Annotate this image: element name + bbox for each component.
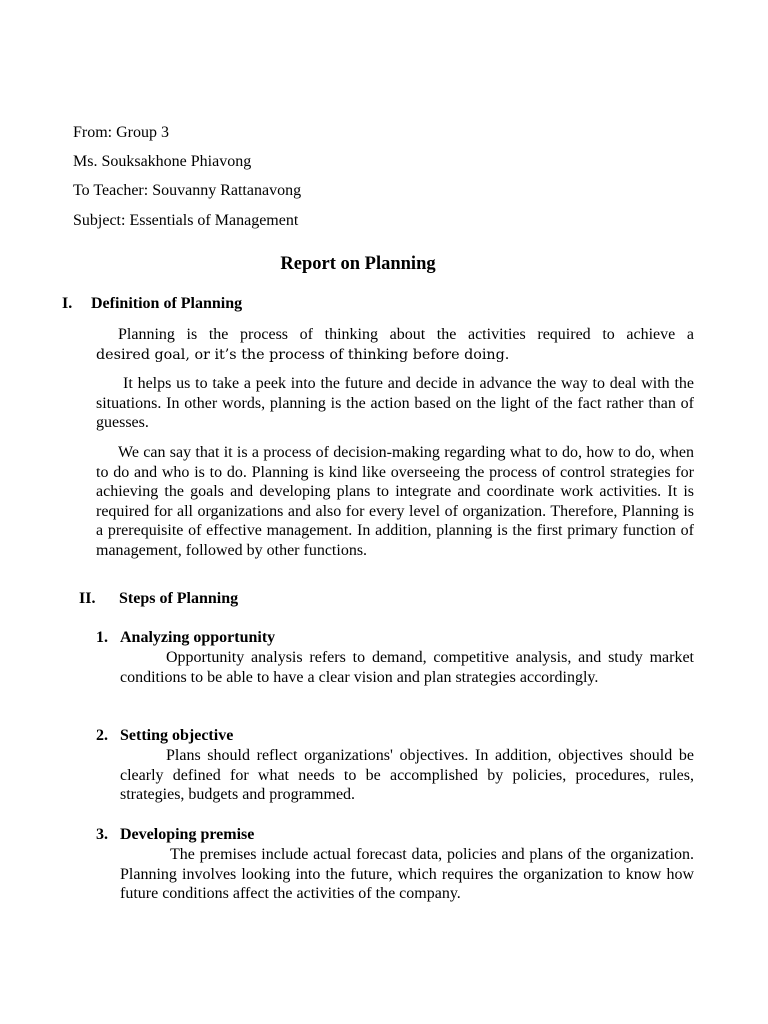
step-3-title: Developing premise [120,826,255,843]
definition-paragraph-1-line-2: desired goal, or it’s the process of thinking before doing. [96,346,510,363]
section-1-heading [62,294,242,314]
section-2-title: Steps of Planning [119,590,239,607]
report-title: Report on Planning [280,254,436,274]
step-2-text: Plans should reflect organizations' objectives. In addition, objectives should be clearly defined for what needs to be accomplished by policies, procedures, rules, strategies, budgets and programmed. [120,747,694,804]
section-1-title: Definition of Planning [91,295,243,312]
step-3-number: 3. [96,826,108,843]
step-1-text: Opportunity analysis refers to demand, competitive analysis, and study market conditions to be able to have a clear vision and plan strategies accordingly. [120,649,694,686]
step-3-text: The premises include actual forecast data, policies and plans of the organization. Planning involves looking into the future, which requires the organization to know how future conditions affect the activities of the company. [120,846,694,903]
section-2-heading [79,589,238,609]
from-line: From: Group 3 [73,124,169,141]
definition-paragraph-2: It helps us to take a peek into the future and decide in advance the way to deal with the situations. In other words, planning is the action based on the light of the fact rather than of guesses. [96,375,694,432]
step-3-heading [96,825,254,845]
subject-line: Subject: Essentials of Management [73,212,299,229]
step-1-title: Analyzing opportunity [120,629,276,646]
section-1-number: I. [62,295,73,312]
step-2-heading [96,726,233,746]
definition-paragraph-3: We can say that it is a process of decision-making regarding what to do, how to do, when to do and who is to do. Planning is kind like overseeing the process of control strategies for achieving the goals and developing plans to integrate and coordinate work activities. It is required for all organizations and also for every level of organization. Therefore, Planning is a prerequisite of effective management. In addition, planning is the first primary function of management, followed by other functions. [96,444,694,559]
step-2-number: 2. [96,727,108,744]
step-1-number: 1. [96,629,108,646]
step-2-title: Setting objective [120,727,234,744]
student-name-line: Ms. Souksakhone Phiavong [73,153,252,170]
step-1-heading [96,628,275,648]
definition-paragraph-1 [96,325,694,365]
section-2-number: II. [79,590,96,607]
teacher-line: To Teacher: Souvanny Rattanavong [73,182,302,199]
definition-paragraph-1-line-1: Planning is the process of thinking about the activities required to achieve a [118,326,694,343]
